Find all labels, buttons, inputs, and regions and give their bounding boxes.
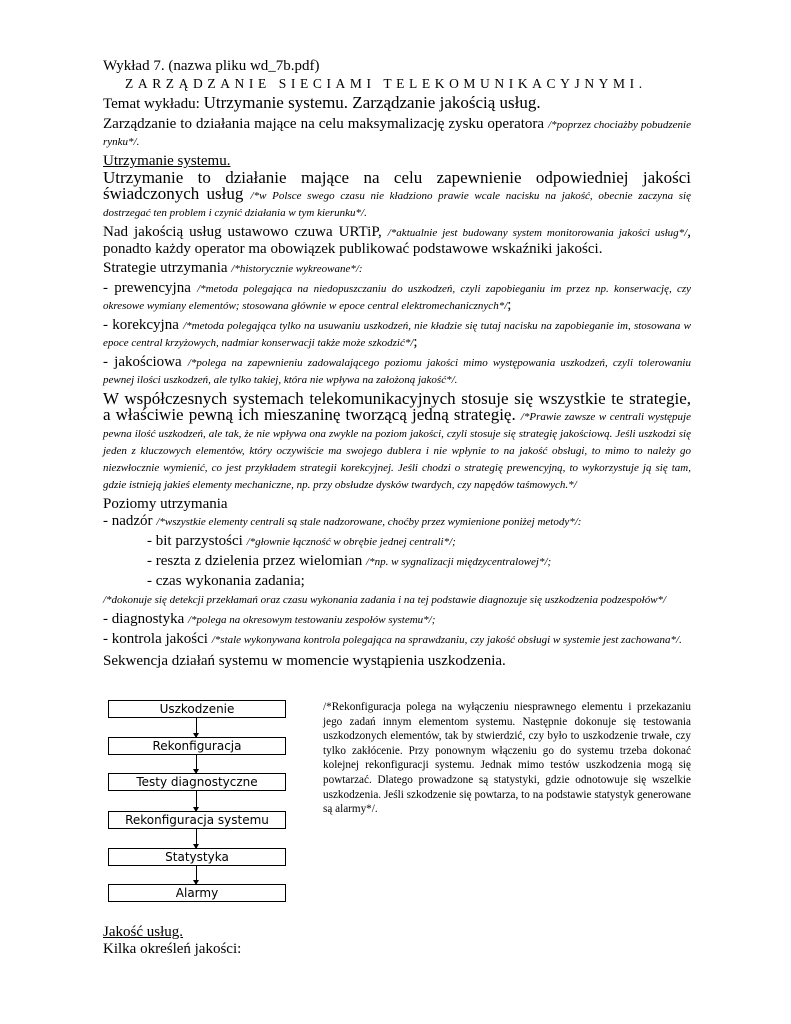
strategy-corrective-text: - korekcyjna: [103, 317, 184, 333]
method-parity-text: - bit parzystości: [147, 533, 247, 549]
strategy-preventive-comment: /*metoda polegająca na niedopuszczaniu do uszkodzeń, czyli zapobieganiu im przez np. konserwację, czy okresowe wymiany elementów; stosowana głównie w epoce central elektromechanicznych*/: [103, 283, 691, 312]
strategy-corrective: [103, 317, 691, 351]
topic-prefix: Temat wykładu:: [103, 96, 204, 112]
arrow-2: [196, 755, 197, 773]
modern-systems-paragraph: [103, 391, 691, 493]
quality-section: [103, 924, 691, 958]
maintenance-definition-comment: /*w Polsce swego czasu nie kładziono prawie wcale nacisku na jakość, obecnie zaczyna się dostrzegać ten problem i czynić działania w tym kierunku*/.: [103, 190, 691, 219]
lecture-label: Wykład 7. (nazwa pliku wd_7b.pdf): [103, 58, 320, 74]
strategy-preventive-text: - prewencyjna: [103, 280, 198, 296]
intro-paragraph: [103, 116, 691, 150]
level-diagnostics-comment: /*polega na okresowym testowaniu zespołów systemu*/;: [187, 614, 436, 626]
level-supervision: [103, 513, 691, 530]
detection-comment-text: /*dokonuje się detekcji przekłamań oraz czasu wykonania zadania i na tej podstawie diagnozuje się uszkodzenia podzespołów*/: [103, 594, 667, 606]
method-parity-comment: /*głownie łączność w obrębie jednej centrali*/;: [246, 536, 456, 548]
strategy-quality-text: - jakościowa: [103, 354, 188, 370]
levels-title: Poziomy utrzymania: [103, 496, 228, 512]
method-exec-time: [147, 573, 691, 589]
level-diagnostics-text: - diagnostyka: [103, 611, 188, 627]
level-quality-control: [103, 631, 691, 648]
arrow-1: [196, 718, 197, 737]
box-diagnostic-tests: Testy diagnostyczne: [108, 773, 286, 791]
arrow-5: [196, 866, 197, 884]
detection-comment: [103, 591, 691, 608]
maintenance-definition-text: Utrzymanie to działanie mające na celu zapewnienie odpowiedniej jakości świadczonych usług: [103, 168, 691, 203]
maintenance-definition: [103, 170, 691, 221]
modern-systems-text: W współczesnych systemach telekomunikacyjnych stosuje się wszystkie te strategie, a właściwie pewną ich mieszaninę tworzącą jedną strategię.: [103, 389, 691, 424]
arrow-4: [196, 829, 197, 848]
failure-sequence-diagram: [108, 700, 298, 910]
strategy-quality: [103, 354, 691, 388]
box-system-reconfiguration: Rekonfiguracja systemu: [108, 811, 286, 829]
method-remainder-text: - reszta z dzielenia przez wielomian: [147, 553, 367, 569]
sequence-title: Sekwencja działań systemu w momencie wystąpienia uszkodzenia.: [103, 653, 506, 669]
strategies-text: Strategie utrzymania: [103, 260, 232, 276]
level-supervision-text: - nadzór: [103, 513, 157, 529]
course-heading: ZARZĄDZANIE SIECIAMI TELEKOMUNIKACYJNYMI.: [125, 76, 647, 91]
box-alarms: Alarmy: [108, 884, 286, 902]
box-reconfiguration: Rekonfiguracja: [108, 737, 286, 755]
urtip-text: Nad jakością usług ustawowo czuwa URTiP,: [103, 224, 388, 240]
level-diagnostics: [103, 611, 691, 628]
topic-line: [103, 94, 691, 113]
topic-title: Utrzymanie systemu. Zarządzanie jakością usług.: [203, 93, 541, 112]
level-supervision-comment: /*wszystkie elementy centrali są stale nadzorowane, choćby przez wymienione poniżej metody*/:: [156, 516, 582, 528]
quality-section-subtitle: Kilka określeń jakości:: [103, 941, 242, 957]
strategy-quality-comment: /*polega na zapewnieniu zadowalającego poziomu jakości mimo występowania uszkodzeń, czyli tolerowaniu pewnej ilości uszkodzeń, ale tylko takiej, która nie wpływa na założoną jakość*/.: [103, 357, 691, 386]
urtip-comment: /*aktualnie jest budowany system monitorowania jakości usług*/: [387, 227, 688, 239]
level-quality-control-comment: /*stale wykonywana kontrola polegająca na sprawdzaniu, czy jakość obsługi w systemie jest zachowana*/.: [211, 634, 682, 646]
method-exec-time-text: - czas wykonania zadania;: [147, 573, 305, 589]
level-quality-control-text: - kontrola jakości: [103, 631, 212, 647]
strategy-preventive-end: ;: [507, 297, 512, 313]
method-parity: [147, 533, 691, 550]
strategy-corrective-comment: /*metoda polegająca tylko na usuwaniu uszkodzeń, nie kładzie się tutaj nacisku na zapobieganie im, stosowana w epoce central krzyżowych, nadmiar konserwacji także może szkodzić*/: [103, 320, 691, 349]
quality-section-title: Jakość usług.: [103, 924, 183, 940]
intro-text: Zarządzanie to działania mające na celu maksymalizację zysku operatora: [103, 116, 549, 132]
document-page: [103, 58, 691, 670]
intro-comment: /*poprzez chociażby pobudzenie rynku*/.: [103, 119, 691, 148]
box-failure: Uszkodzenie: [108, 700, 286, 718]
strategy-preventive: [103, 280, 691, 314]
method-remainder: [147, 553, 691, 570]
strategies-heading: [103, 260, 691, 277]
strategies-comment: /*historycznie wykreowane*/:: [231, 263, 363, 275]
reconfiguration-note: /*Rekonfiguracja polega na wyłączeniu niesprawnego elementu i przekazaniu jego zadań innym elementom systemu. Następnie dokonuje się testowania uszkodzonych elementów, tak by stwierdzić, czy było to uszkodzenie trwałe, czy tylko zakłócenie. Przy ponownym włączeniu go do systemu trzeba dokonać kolejnej rekonfiguracji systemu. Jednak mimo testów uszkodzenia mogą się powtarzać. Dlatego prowadzone są statystyki, gdzie odnotowuje się wszelkie uszkodzenia. Jeśli szkodzenie się powtarza, to na podstawie statystyk generowane są alarmy*/.: [323, 701, 691, 816]
modern-systems-comment: /*Prawie zawsze w centrali występuje pewna ilość uszkodzeń, ale tak, że nie wpływa ona zwykle na poziom jakości, czyli stosuje się strategię jakościową. Jeśli uszkodzi się jeden z kluczowych elementów, który oczywiście ma swojego dublera i nie wpłynie to na jakość obsługi, to mimo to należy go niezwłocznie wymienić, co jest przykładem strategii korekcyjnej. Jeśli chodzi o strategię prewencyjną, to wykorzystuje ją się tam, gdzie istnieją jakieś elementy mechaniczne, np. przy obsłudze dysków twardych, czy napędów taśmowych.*/: [103, 411, 691, 491]
method-remainder-comment: /*np. w sygnalizacji międzycentralowej*/;: [366, 556, 552, 568]
arrow-3: [196, 791, 197, 811]
maintenance-section-title: Utrzymanie systemu.: [103, 153, 231, 169]
urtip-paragraph: [103, 224, 691, 257]
box-statistics: Statystyka: [108, 848, 286, 866]
urtip-text-continued: , ponadto każdy operator ma obowiązek publikować podstawowe wskaźniki jakości.: [103, 224, 691, 257]
strategy-corrective-end: ;: [413, 334, 418, 350]
